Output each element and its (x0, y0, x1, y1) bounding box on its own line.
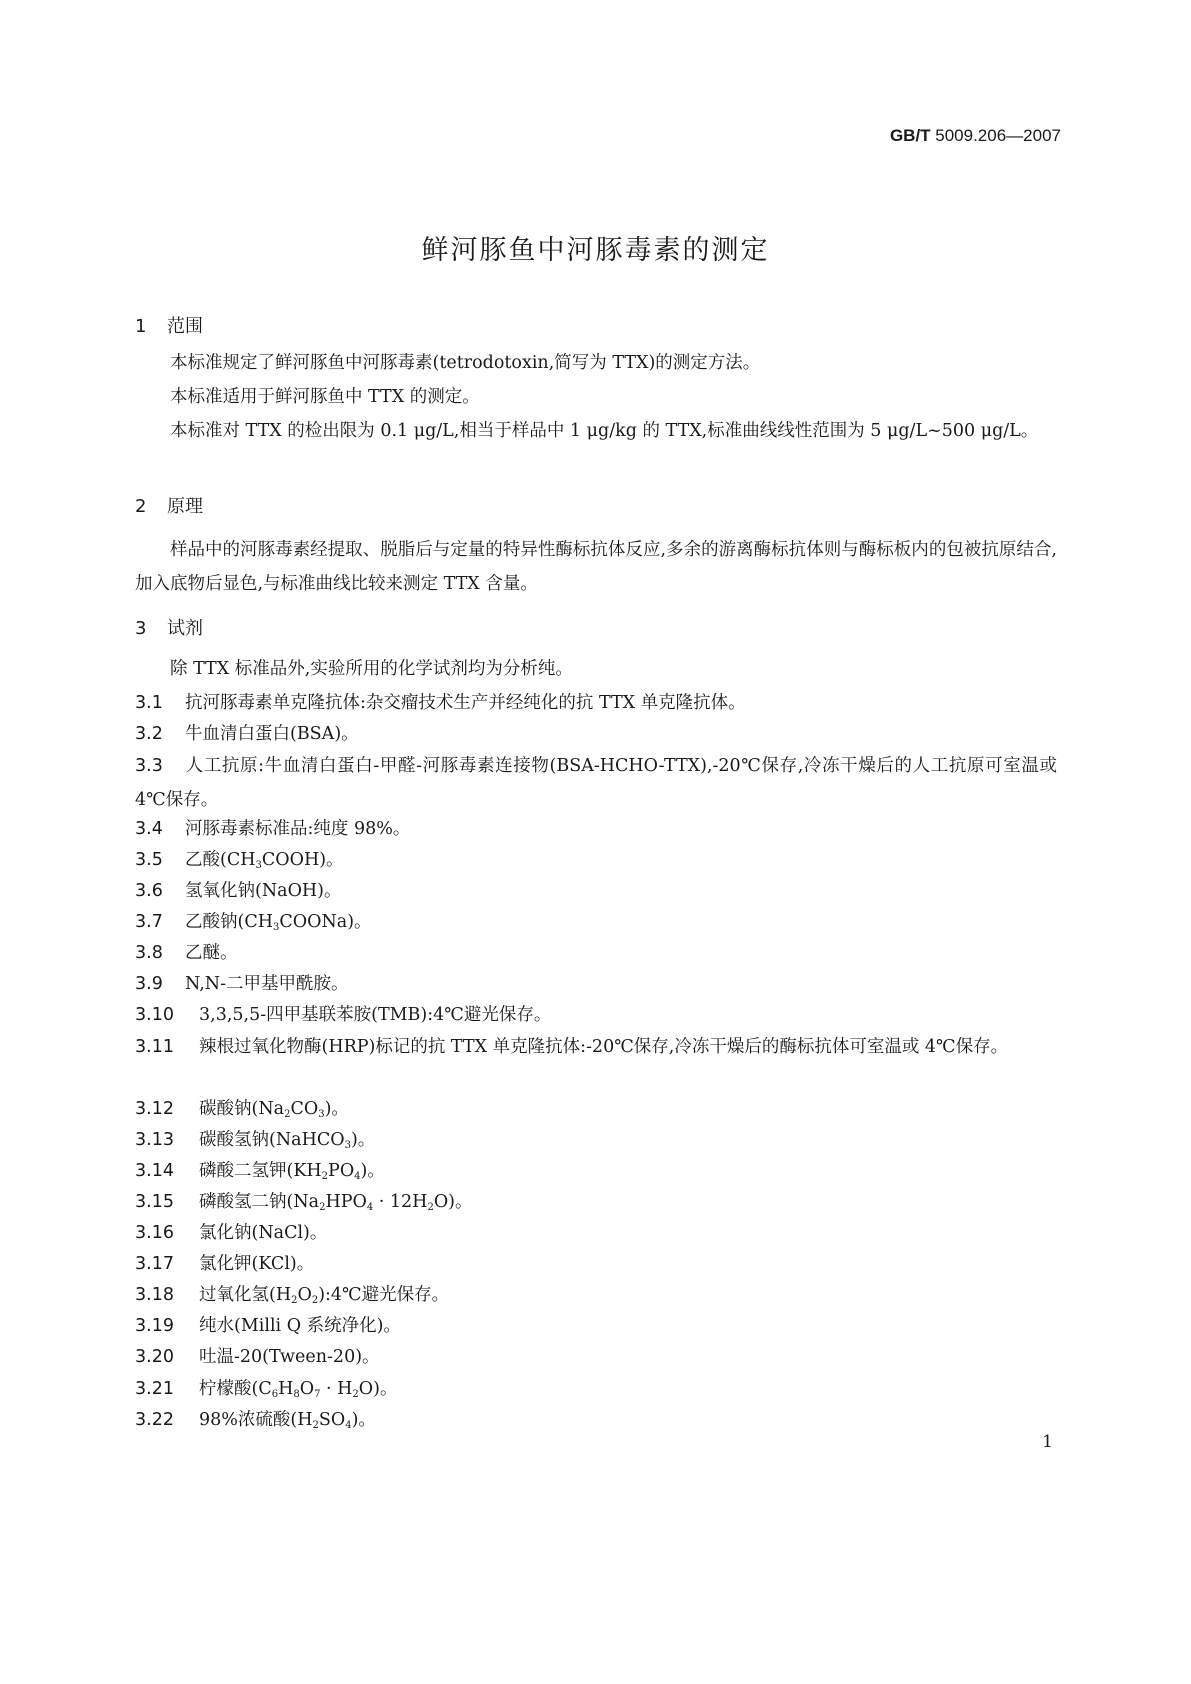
text-fragment: 乙酸钠(CH (185, 912, 273, 932)
reagent-number: 3.15 (135, 1192, 174, 1212)
page-number: 1 (1042, 1432, 1053, 1452)
reagent-text (199, 1379, 397, 1399)
section-title: 范围 (167, 316, 203, 337)
reagent-text (185, 850, 344, 870)
scope-paragraph-3: 本标准对 TTX 的检出限为 0.1 μg/L,相当于样品中 1 μg/kg 的 TTX,标准曲线线性范围为 5 μg/L~500 μg/L。 (170, 421, 1039, 441)
subscript: 2 (291, 1295, 298, 1306)
reagent-text (199, 1285, 449, 1305)
reagent-text: 氢氧化钠(NaOH)。 (185, 881, 342, 901)
reagent-text: 3,3,5,5-四甲基联苯胺(TMB):4℃避光保存。 (199, 1005, 552, 1025)
reagent-text (199, 1099, 349, 1119)
reagent-item (135, 1247, 1057, 1281)
subscript: 2 (352, 1389, 359, 1400)
standard-number: 5009.206—2007 (930, 126, 1061, 145)
subscript: 4 (345, 1420, 352, 1431)
reagent-text: 纯水(Milli Q 系统净化)。 (199, 1316, 401, 1336)
text-fragment: ):4℃避光保存。 (318, 1285, 450, 1305)
reagent-text: 抗河豚毒素单克隆抗体:杂交瘤技术生产并经纯化的抗 TTX 单克隆抗体。 (185, 693, 746, 713)
text-fragment: O (299, 1379, 315, 1399)
text-fragment: )。 (360, 1161, 385, 1181)
reagent-number: 3.21 (135, 1379, 174, 1399)
reagent-text: 吐温-20(Tween-20)。 (199, 1347, 380, 1367)
text-fragment: )。 (324, 1099, 349, 1119)
section-number: 2 (135, 496, 147, 517)
text-fragment: 磷酸氢二钠(Na (199, 1192, 320, 1212)
section-title: 试剂 (167, 618, 203, 639)
text-fragment: )。 (350, 1130, 376, 1150)
subscript: 2 (427, 1202, 434, 1213)
text-fragment: 碳酸氢钠(NaHCO (199, 1130, 345, 1150)
reagent-number: 3.9 (135, 974, 163, 994)
reagent-number: 3.14 (135, 1161, 174, 1181)
reagent-text: 乙醚。 (185, 943, 238, 963)
standard-code (890, 126, 1061, 146)
text-fragment: COOH)。 (261, 850, 344, 870)
subscript: 6 (271, 1389, 279, 1400)
reagent-item (135, 1403, 1057, 1437)
subscript: 3 (255, 860, 262, 871)
reagent-text: N,N-二甲基甲酰胺。 (185, 974, 349, 994)
scope-paragraph-2: 本标准适用于鲜河豚鱼中 TTX 的测定。 (170, 387, 480, 407)
reagent-text (185, 912, 372, 932)
text-fragment: 过氧化氢(H (199, 1285, 292, 1305)
reagent-text (199, 1130, 375, 1150)
section-heading-reagents (135, 614, 203, 640)
reagent-item (135, 1372, 1057, 1406)
text-fragment: O)。 (358, 1379, 398, 1399)
reagent-item (135, 1154, 1057, 1188)
reagent-item (135, 1340, 1057, 1374)
text-fragment: 98%浓硫酸(H (199, 1410, 313, 1430)
reagent-number: 3.22 (135, 1410, 174, 1430)
reagent-text (199, 1161, 385, 1181)
reagent-item (135, 967, 1057, 1001)
reagent-text (199, 1410, 376, 1430)
reagent-item (135, 686, 1057, 720)
reagent-number: 3.11 (135, 1037, 174, 1057)
subscript: 4 (366, 1202, 374, 1213)
text-fragment: · 12H (373, 1192, 428, 1212)
reagent-item (135, 812, 1057, 846)
text-fragment: HPO (325, 1192, 367, 1212)
reagent-number: 3.19 (135, 1316, 174, 1336)
subscript: 2 (319, 1202, 326, 1213)
reagent-item (135, 1309, 1057, 1343)
text-fragment: 磷酸二氢钾(KH (199, 1161, 322, 1181)
text-fragment: H (278, 1379, 294, 1399)
reagent-item (135, 1185, 1057, 1219)
reagent-number: 3.13 (135, 1130, 174, 1150)
text-fragment: O)。 (433, 1192, 473, 1212)
reagent-text: 氯化钾(KCl)。 (199, 1254, 315, 1274)
principle-paragraph: 样品中的河豚毒素经提取、脱脂后与定量的特异性酶标抗体反应,多余的游离酶标抗体则与酶标板内的包被抗原结合,加入底物后显色,与标准曲线比较来测定 TTX 含量。 (135, 540, 1057, 594)
reagent-number: 3.4 (135, 819, 163, 839)
reagent-item (135, 717, 1057, 751)
reagent-item (135, 1030, 1057, 1064)
reagent-item (135, 749, 1057, 817)
subscript: 7 (314, 1389, 321, 1400)
reagent-number: 3.6 (135, 881, 163, 901)
text-fragment: CO (290, 1099, 319, 1119)
reagent-item (135, 1092, 1057, 1126)
reagent-item (135, 1123, 1057, 1157)
reagent-number: 3.17 (135, 1254, 174, 1274)
document-title: 鲜河豚鱼中河豚毒素的测定 (421, 235, 770, 266)
reagent-number: 3.20 (135, 1347, 174, 1367)
reagent-item (135, 1278, 1057, 1312)
subscript: 2 (321, 1171, 329, 1182)
reagent-number: 3.2 (135, 724, 163, 744)
reagent-text: 牛血清白蛋白(BSA)。 (185, 724, 359, 744)
subscript: 3 (344, 1140, 351, 1151)
text-fragment: 碳酸钠(Na (199, 1099, 285, 1119)
reagent-number: 3.3 (135, 756, 163, 776)
reagent-number: 3.1 (135, 693, 163, 713)
reagent-text: 河豚毒素标准品:纯度 98%。 (185, 819, 411, 839)
reagent-text: 氯化钠(NaCl)。 (199, 1223, 328, 1243)
scope-paragraph-1: 本标准规定了鲜河豚鱼中河豚毒素(tetrodotoxin,简写为 TTX)的测定方法。 (170, 353, 761, 373)
reagent-item (135, 998, 1057, 1032)
text-fragment: 乙酸(CH (185, 850, 256, 870)
text-fragment: 柠檬酸(C (199, 1379, 272, 1399)
text-fragment: )。 (351, 1410, 376, 1430)
standard-prefix: GB/T (889, 126, 931, 145)
section-title: 原理 (167, 496, 203, 517)
reagent-number: 3.18 (135, 1285, 174, 1305)
reagent-item (135, 1216, 1057, 1250)
section-number: 1 (135, 316, 147, 337)
text-fragment: SO (318, 1410, 346, 1430)
reagent-item (135, 936, 1057, 970)
subscript: 3 (272, 922, 280, 933)
subscript: 8 (293, 1389, 300, 1400)
subscript: 3 (318, 1109, 325, 1120)
subscript: 2 (312, 1420, 319, 1431)
reagent-number: 3.8 (135, 943, 163, 963)
section-heading-scope (135, 312, 203, 338)
reagent-number: 3.5 (135, 850, 163, 870)
reagent-number: 3.7 (135, 912, 163, 932)
section-heading-principle (135, 492, 203, 518)
text-fragment: O (297, 1285, 312, 1305)
text-fragment: COONa)。 (279, 912, 372, 932)
subscript: 2 (311, 1295, 319, 1306)
reagent-item (135, 905, 1057, 939)
reagent-number: 3.12 (135, 1099, 174, 1119)
reagent-item (135, 874, 1057, 908)
text-fragment: PO (328, 1161, 355, 1181)
reagent-number: 3.16 (135, 1223, 174, 1243)
reagents-intro: 除 TTX 标准品外,实验所用的化学试剂均为分析纯。 (170, 659, 573, 679)
reagent-text: 辣根过氧化物酶(HRP)标记的抗 TTX 单克隆抗体:-20℃保存,冷冻干燥后的酶标抗体可室温或 4℃保存。 (199, 1037, 1009, 1057)
section-number: 3 (135, 618, 147, 639)
reagent-item (135, 843, 1057, 877)
reagent-number: 3.10 (135, 1005, 174, 1025)
reagent-text (199, 1192, 473, 1212)
subscript: 4 (354, 1171, 361, 1182)
reagent-text: 人工抗原:牛血清白蛋白-甲醛-河豚毒素连接物(BSA-HCHO-TTX),-20℃保存,冷冻干燥后的人工抗原可室温或 4℃保存。 (135, 756, 1057, 810)
subscript: 2 (284, 1109, 291, 1120)
text-fragment: · H (320, 1379, 353, 1399)
